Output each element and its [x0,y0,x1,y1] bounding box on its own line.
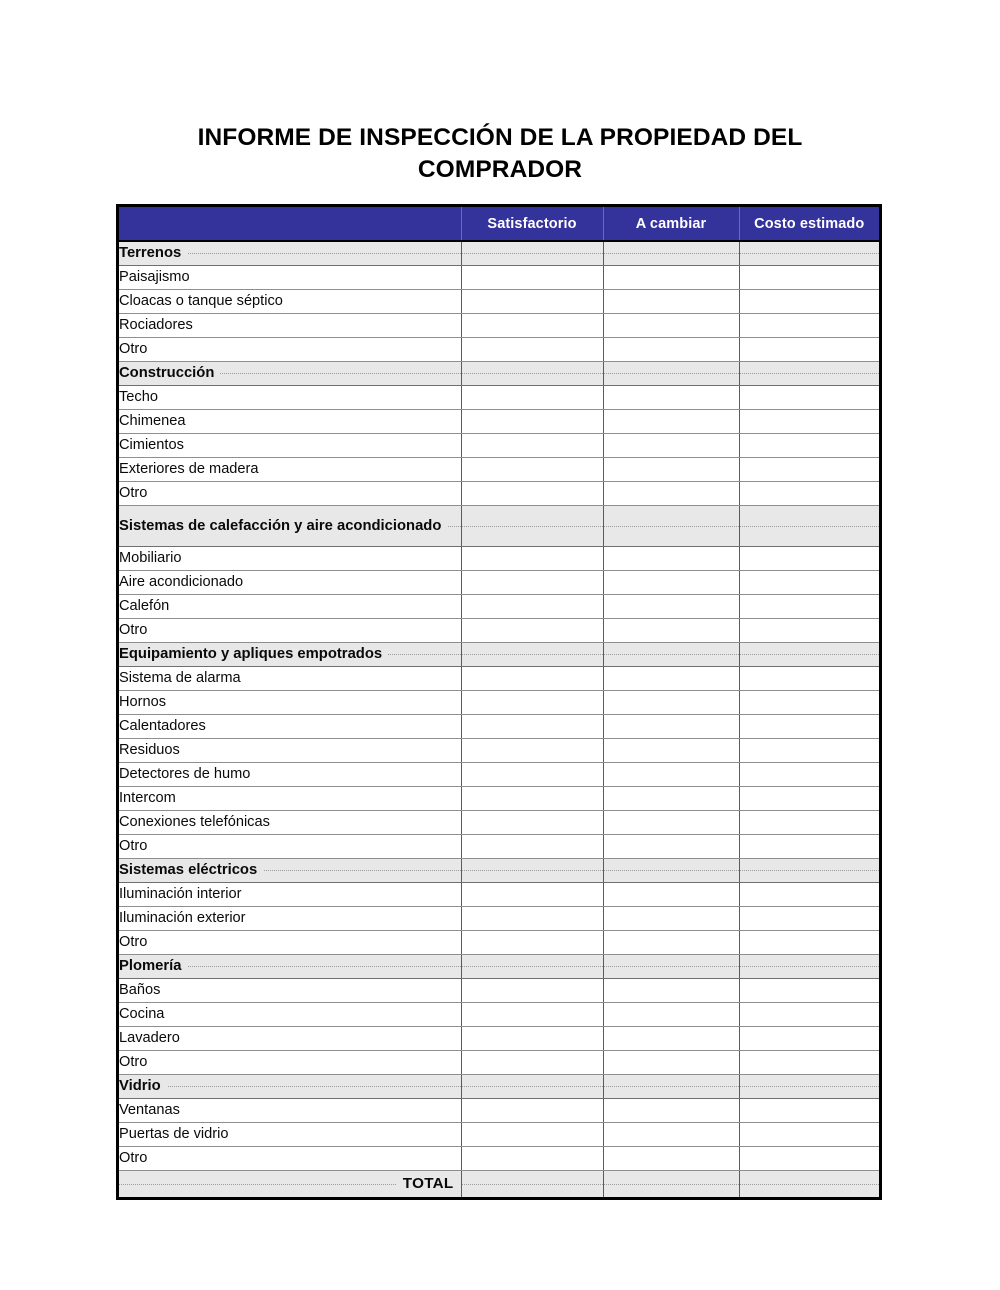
input-cell-costo-estimado[interactable] [739,1122,879,1146]
input-cell-a-cambiar[interactable] [603,1098,739,1122]
input-cell-a-cambiar[interactable] [603,930,739,954]
total-value-a-cambiar[interactable] [603,1170,739,1197]
table-row [119,1146,879,1170]
table-row [119,882,879,906]
input-cell-costo-estimado[interactable] [739,1098,879,1122]
column-header-a-cambiar: A cambiar [603,207,739,241]
input-cell-satisfactorio[interactable] [461,1002,603,1026]
input-cell-satisfactorio[interactable] [461,1146,603,1170]
input-cell-satisfactorio[interactable] [461,834,603,858]
dotted-leader [119,957,461,976]
dotted-fill [462,525,603,527]
dotted-leader [119,244,461,263]
dotted-fill [604,965,739,967]
row-label: Lavadero [119,1026,461,1050]
row-label: Otro [119,337,461,361]
column-header-costo-estimado: Costo estimado [739,207,879,241]
table-row [119,337,879,361]
input-cell-satisfactorio[interactable] [461,409,603,433]
input-cell-costo-estimado[interactable] [739,714,879,738]
dotted-fill [462,653,603,655]
input-cell-costo-estimado[interactable] [739,810,879,834]
input-cell-satisfactorio[interactable] [461,265,603,289]
section-spacer-satisfactorio [461,361,603,385]
row-label: Otro [119,481,461,505]
section-header-row [119,505,879,546]
row-label: Cocina [119,1002,461,1026]
section-spacer-costo-estimado [739,858,879,882]
input-cell-a-cambiar[interactable] [603,978,739,1002]
section-spacer-a-cambiar [603,642,739,666]
dotted-fill [604,1183,739,1185]
input-cell-a-cambiar[interactable] [603,546,739,570]
row-label: Rociadores [119,313,461,337]
table-row [119,1026,879,1050]
input-cell-costo-estimado[interactable] [739,433,879,457]
dotted-fill [462,252,603,254]
section-spacer-a-cambiar [603,954,739,978]
input-cell-satisfactorio[interactable] [461,738,603,762]
table-row [119,906,879,930]
table-row [119,690,879,714]
table-row [119,834,879,858]
input-cell-costo-estimado[interactable] [739,1026,879,1050]
input-cell-a-cambiar[interactable] [603,570,739,594]
table-row [119,618,879,642]
input-cell-a-cambiar[interactable] [603,433,739,457]
section-title-text: Sistemas eléctricos [119,862,263,878]
section-title-text: Plomería [119,958,188,974]
section-spacer-a-cambiar [603,1074,739,1098]
input-cell-costo-estimado[interactable] [739,666,879,690]
row-label: Otro [119,834,461,858]
row-label: Exteriores de madera [119,457,461,481]
section-title-text: Construcción [119,365,220,381]
input-cell-satisfactorio[interactable] [461,594,603,618]
dotted-fill [462,965,603,967]
table-row [119,666,879,690]
input-cell-satisfactorio[interactable] [461,570,603,594]
table-row [119,433,879,457]
row-label: Chimenea [119,409,461,433]
dotted-fill [740,252,880,254]
row-label: Intercom [119,786,461,810]
input-cell-satisfactorio[interactable] [461,1050,603,1074]
table-row [119,457,879,481]
input-cell-satisfactorio[interactable] [461,289,603,313]
input-cell-satisfactorio[interactable] [461,457,603,481]
input-cell-satisfactorio[interactable] [461,714,603,738]
input-cell-satisfactorio[interactable] [461,1026,603,1050]
dotted-fill [604,372,739,374]
input-cell-satisfactorio[interactable] [461,313,603,337]
input-cell-satisfactorio[interactable] [461,882,603,906]
input-cell-costo-estimado[interactable] [739,481,879,505]
table-row [119,1122,879,1146]
input-cell-a-cambiar[interactable] [603,810,739,834]
section-header-row [119,241,879,265]
table-row [119,714,879,738]
section-header-row [119,361,879,385]
section-title-text: Sistemas de calefacción y aire acondicionado [119,518,447,534]
input-cell-a-cambiar[interactable] [603,289,739,313]
input-cell-costo-estimado[interactable] [739,1146,879,1170]
input-cell-a-cambiar[interactable] [603,738,739,762]
table-header-row [119,207,879,241]
input-cell-satisfactorio[interactable] [461,481,603,505]
dotted-fill [740,525,880,527]
row-label: Puertas de vidrio [119,1122,461,1146]
dotted-fill [604,653,739,655]
row-label: Paisajismo [119,265,461,289]
row-label: Cimientos [119,433,461,457]
input-cell-a-cambiar[interactable] [603,834,739,858]
section-spacer-a-cambiar [603,241,739,265]
table-row [119,385,879,409]
input-cell-a-cambiar[interactable] [603,265,739,289]
input-cell-a-cambiar[interactable] [603,906,739,930]
dotted-fill [604,525,739,527]
table-row [119,265,879,289]
input-cell-satisfactorio[interactable] [461,385,603,409]
section-spacer-satisfactorio [461,858,603,882]
section-header-label [119,1074,461,1098]
input-cell-costo-estimado[interactable] [739,313,879,337]
input-cell-costo-estimado[interactable] [739,738,879,762]
row-label: Otro [119,930,461,954]
table-row [119,289,879,313]
input-cell-a-cambiar[interactable] [603,481,739,505]
section-spacer-satisfactorio [461,642,603,666]
table-body [119,241,879,1197]
row-label: Otro [119,1050,461,1074]
input-cell-a-cambiar[interactable] [603,1050,739,1074]
total-label [119,1170,461,1197]
input-cell-satisfactorio[interactable] [461,810,603,834]
input-cell-satisfactorio[interactable] [461,337,603,361]
input-cell-a-cambiar[interactable] [603,409,739,433]
total-value-costo-estimado[interactable] [739,1170,879,1197]
section-header-row [119,954,879,978]
input-cell-costo-estimado[interactable] [739,289,879,313]
input-cell-costo-estimado[interactable] [739,882,879,906]
section-spacer-satisfactorio [461,241,603,265]
input-cell-costo-estimado[interactable] [739,337,879,361]
row-label: Ventanas [119,1098,461,1122]
input-cell-satisfactorio[interactable] [461,762,603,786]
table-row [119,313,879,337]
section-spacer-costo-estimado [739,954,879,978]
inspection-table [119,207,879,1197]
table-row [119,409,879,433]
dotted-leader [119,861,461,880]
section-spacer-a-cambiar [603,505,739,546]
input-cell-a-cambiar[interactable] [603,1002,739,1026]
input-cell-costo-estimado[interactable] [739,834,879,858]
section-header-row [119,642,879,666]
table-row [119,738,879,762]
input-cell-costo-estimado[interactable] [739,786,879,810]
dotted-fill [740,372,880,374]
total-text: TOTAL [397,1174,454,1193]
row-label: Conexiones telefónicas [119,810,461,834]
input-cell-costo-estimado[interactable] [739,906,879,930]
input-cell-costo-estimado[interactable] [739,385,879,409]
input-cell-a-cambiar[interactable] [603,1146,739,1170]
dotted-fill [604,1085,739,1087]
section-spacer-costo-estimado [739,1074,879,1098]
column-header-item [119,207,461,241]
section-header-row [119,858,879,882]
input-cell-satisfactorio[interactable] [461,930,603,954]
row-label: Iluminación interior [119,882,461,906]
section-spacer-costo-estimado [739,642,879,666]
total-value-satisfactorio[interactable] [461,1170,603,1197]
input-cell-a-cambiar[interactable] [603,594,739,618]
input-cell-a-cambiar[interactable] [603,313,739,337]
row-label: Calentadores [119,714,461,738]
row-label: Otro [119,1146,461,1170]
section-header-label [119,642,461,666]
table-row [119,1050,879,1074]
row-label: Residuos [119,738,461,762]
input-cell-costo-estimado[interactable] [739,618,879,642]
section-spacer-costo-estimado [739,241,879,265]
row-label: Hornos [119,690,461,714]
table-row [119,978,879,1002]
input-cell-costo-estimado[interactable] [739,594,879,618]
dotted-fill [462,869,603,871]
total-row [119,1170,879,1197]
dotted-fill [462,1183,603,1185]
section-header-label [119,858,461,882]
input-cell-costo-estimado[interactable] [739,570,879,594]
input-cell-satisfactorio[interactable] [461,1122,603,1146]
column-header-satisfactorio: Satisfactorio [461,207,603,241]
input-cell-costo-estimado[interactable] [739,1002,879,1026]
dotted-fill [740,869,880,871]
input-cell-costo-estimado[interactable] [739,546,879,570]
input-cell-costo-estimado[interactable] [739,930,879,954]
dotted-fill [740,1183,880,1185]
input-cell-a-cambiar[interactable] [603,690,739,714]
input-cell-a-cambiar[interactable] [603,666,739,690]
row-label: Aire acondicionado [119,570,461,594]
section-spacer-a-cambiar [603,361,739,385]
section-header-label [119,505,461,546]
section-header-row [119,1074,879,1098]
row-label: Techo [119,385,461,409]
dotted-fill [740,965,880,967]
dotted-fill [462,372,603,374]
section-spacer-costo-estimado [739,505,879,546]
dotted-fill [740,1085,880,1087]
table-row [119,570,879,594]
dotted-fill [462,1085,603,1087]
table-row [119,481,879,505]
row-label: Cloacas o tanque séptico [119,289,461,313]
input-cell-satisfactorio[interactable] [461,690,603,714]
row-label: Sistema de alarma [119,666,461,690]
page-title: INFORME DE INSPECCIÓN DE LA PROPIEDAD DEL COMPRADOR [197,124,803,184]
table-row [119,810,879,834]
input-cell-a-cambiar[interactable] [603,385,739,409]
section-spacer-satisfactorio [461,954,603,978]
table-row [119,930,879,954]
input-cell-costo-estimado[interactable] [739,690,879,714]
input-cell-satisfactorio[interactable] [461,666,603,690]
table-row [119,1098,879,1122]
section-title-text: Equipamiento y apliques empotrados [119,646,388,662]
input-cell-a-cambiar[interactable] [603,457,739,481]
input-cell-costo-estimado[interactable] [739,457,879,481]
section-spacer-satisfactorio [461,505,603,546]
input-cell-a-cambiar[interactable] [603,618,739,642]
input-cell-costo-estimado[interactable] [739,265,879,289]
table-row [119,594,879,618]
table-header [119,207,879,241]
table-row [119,762,879,786]
input-cell-satisfactorio[interactable] [461,618,603,642]
section-header-label [119,954,461,978]
section-spacer-costo-estimado [739,361,879,385]
section-header-label [119,241,461,265]
input-cell-satisfactorio[interactable] [461,1098,603,1122]
input-cell-a-cambiar[interactable] [603,786,739,810]
input-cell-a-cambiar[interactable] [603,714,739,738]
dotted-fill [604,869,739,871]
table-row [119,546,879,570]
input-cell-a-cambiar[interactable] [603,1026,739,1050]
input-cell-a-cambiar[interactable] [603,762,739,786]
dotted-leader [119,364,461,383]
row-label: Iluminación exterior [119,906,461,930]
dotted-leader [119,1077,461,1096]
input-cell-costo-estimado[interactable] [739,762,879,786]
input-cell-a-cambiar[interactable] [603,337,739,361]
row-label: Otro [119,618,461,642]
section-header-label [119,361,461,385]
dotted-fill [604,252,739,254]
input-cell-costo-estimado[interactable] [739,978,879,1002]
dotted-leader [119,645,461,664]
dotted-leader [119,1174,454,1193]
input-cell-a-cambiar[interactable] [603,1122,739,1146]
section-title-text: Vidrio [119,1078,167,1094]
section-spacer-satisfactorio [461,1074,603,1098]
row-label: Mobiliario [119,546,461,570]
row-label: Detectores de humo [119,762,461,786]
table-row [119,1002,879,1026]
dotted-fill [740,653,880,655]
input-cell-satisfactorio[interactable] [461,433,603,457]
table-row [119,786,879,810]
input-cell-costo-estimado[interactable] [739,409,879,433]
section-title-text: Terrenos [119,245,187,261]
input-cell-costo-estimado[interactable] [739,1050,879,1074]
dotted-leader [119,517,461,535]
input-cell-satisfactorio[interactable] [461,978,603,1002]
row-label: Baños [119,978,461,1002]
section-spacer-a-cambiar [603,858,739,882]
input-cell-satisfactorio[interactable] [461,786,603,810]
input-cell-satisfactorio[interactable] [461,546,603,570]
inspection-table-container [116,204,882,1200]
input-cell-satisfactorio[interactable] [461,906,603,930]
row-label: Calefón [119,594,461,618]
input-cell-a-cambiar[interactable] [603,882,739,906]
